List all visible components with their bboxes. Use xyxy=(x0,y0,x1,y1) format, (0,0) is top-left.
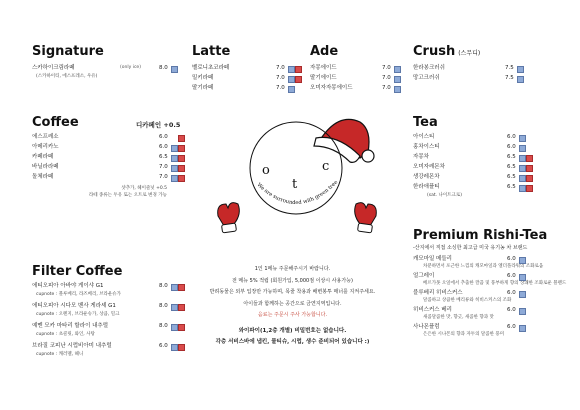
menu-item-price: 6.5 xyxy=(507,174,516,180)
menu-item xyxy=(32,162,192,172)
menu-item xyxy=(413,63,523,73)
menu-item-name: 카페라떼 xyxy=(32,154,54,160)
menu-item-price: 6.0 xyxy=(507,144,516,150)
signature-section xyxy=(32,44,192,80)
signature-items xyxy=(32,63,192,80)
rishi-tea-subtitle: -산지에서 직접 소싱한 최고급 미국 유기농 차 브랜드 xyxy=(413,245,528,251)
hot-option-icon xyxy=(178,344,185,351)
emblem-caption xyxy=(210,100,339,206)
santa-hat-icon xyxy=(314,119,374,162)
coffee-title: Coffee xyxy=(32,115,79,130)
menu-item xyxy=(32,321,192,331)
hot-option-icon xyxy=(178,324,185,331)
menu-item-name: 브라질 코피난 시럽비아미 내추럴 xyxy=(32,343,112,349)
menu-item-name: 바닐라라떼 xyxy=(32,164,59,170)
menu-item-note: cupnote : 초콜릿, 와인, 사탕 xyxy=(36,332,95,337)
iced-option-icon xyxy=(519,291,526,298)
hot-option-icon xyxy=(178,165,185,172)
ade-section xyxy=(310,44,410,93)
iced-option-icon xyxy=(394,66,401,73)
menu-item xyxy=(310,63,410,73)
menu-item xyxy=(32,172,192,182)
menu-item xyxy=(413,152,543,162)
rishi-tea-title: Premium Rishi-Tea xyxy=(413,228,548,243)
menu-item-note: cupnote : 캐러멜, 헤니 xyxy=(36,352,84,357)
iced-option-icon xyxy=(519,185,526,192)
iced-option-icon xyxy=(288,76,295,83)
menu-item-price: 7.0 xyxy=(382,65,391,71)
crush-subtitle: (스무디) xyxy=(458,50,481,57)
menu-item-price: 6.0 xyxy=(507,307,516,313)
rishi-tea-section xyxy=(413,228,567,339)
iced-option-icon xyxy=(171,175,178,182)
emblem-caption-text: We are surrounded with green tree xyxy=(255,179,340,207)
iced-option-icon xyxy=(171,145,178,152)
menu-item xyxy=(413,132,543,142)
menu-item xyxy=(413,172,543,182)
menu-item-price: 6.0 xyxy=(507,290,516,296)
hot-option-icon xyxy=(295,66,302,73)
menu-item-name: 히비스커스 베리 xyxy=(413,307,452,313)
menu-item-price: 6.0 xyxy=(159,144,168,150)
iced-option-icon xyxy=(394,86,401,93)
menu-item-name: 홍차이스티 xyxy=(413,144,440,150)
menu-item-name: 스카하이크림라떼 xyxy=(32,65,75,71)
menu-item-price: 7.0 xyxy=(276,75,285,81)
iced-option-icon xyxy=(519,308,526,315)
tea-items xyxy=(413,132,543,199)
latte-section xyxy=(192,44,307,93)
hot-option-icon xyxy=(526,185,533,192)
coffee-note: 샷추가, 헤이즐넛 +0.5 xyxy=(121,186,167,191)
iced-option-icon xyxy=(519,257,526,264)
menu-item-price: 6.0 xyxy=(507,324,516,330)
hot-option-icon xyxy=(178,135,185,142)
notice-line: 음료는 주문시 주사 가능합니다. xyxy=(257,312,328,318)
crush-items xyxy=(413,63,523,83)
letter-t: t xyxy=(292,177,298,192)
menu-item-note: (sat. 나이트크로) xyxy=(427,193,462,198)
menu-item-name: 생강레몬차 xyxy=(413,174,440,180)
menu-item-name: 아이스티 xyxy=(413,134,435,140)
menu-item-note: 베르가못 오일에서 추출한 깔끔 및 풍부하게 향의 상쾌한 조화로운 블렌드 xyxy=(423,281,567,286)
right-mitten-icon xyxy=(355,203,377,233)
menu-item-price: 7.0 xyxy=(159,174,168,180)
menu-item xyxy=(413,322,553,332)
menu-item xyxy=(413,254,553,264)
notice-line: 각층 서비스바에 냅킨, 물티슈, 시럽, 생수 준비되어 있습니다 :) xyxy=(215,339,370,345)
hot-option-icon xyxy=(526,175,533,182)
menu-item-note: cupnote : 블루베리, 라즈베리, 브라운슈가 xyxy=(36,292,121,297)
coffee-notes xyxy=(32,185,192,199)
iced-option-icon xyxy=(288,86,295,93)
menu-item-name: 에스프레소 xyxy=(32,134,59,140)
menu-item-price: 6.0 xyxy=(159,134,168,140)
menu-item-name: 한라애플티 xyxy=(413,184,440,190)
menu-item-price: 8.0 xyxy=(159,323,168,329)
menu-item-name: 블루베리 히비스커스 xyxy=(413,290,463,296)
crush-title-text: Crush xyxy=(413,44,456,59)
menu-item-name: 캐모마일 메들리 xyxy=(413,256,452,262)
crush-section xyxy=(413,44,523,83)
hot-option-icon xyxy=(178,145,185,152)
menu-item-name: 에티오피아 아바야 게이샤 G1 xyxy=(32,283,104,289)
menu-item-name: 밀키라떼 xyxy=(192,75,214,81)
filter-coffee-section xyxy=(32,264,192,361)
menu-item xyxy=(413,182,543,192)
iced-option-icon xyxy=(519,155,526,162)
menu-item-name: 오미자레몬차 xyxy=(413,164,445,170)
iced-option-icon xyxy=(171,284,178,291)
iced-option-icon xyxy=(171,304,178,311)
notice-line: 전 메뉴 5% 적립 (회원가입, 5,000점 이상시 사용가능) xyxy=(232,277,353,284)
menu-item xyxy=(310,83,410,93)
coffee-section xyxy=(32,115,192,199)
menu-item xyxy=(32,132,192,142)
iced-option-icon xyxy=(517,76,524,83)
coffee-items xyxy=(32,132,192,182)
menu-item-note: 차분하면서 포근한 느낌의 캐모마일과 엘더플라워의 조화로움 xyxy=(423,264,544,269)
menu-item xyxy=(413,305,553,315)
menu-item xyxy=(413,73,523,83)
menu-item-price: 7.0 xyxy=(382,75,391,81)
iced-option-icon xyxy=(171,344,178,351)
iced-option-icon xyxy=(288,66,295,73)
menu-item-name: 한라봉크러쉬 xyxy=(413,65,445,71)
rishi-tea-items xyxy=(413,254,567,339)
menu-item-price: 8.0 xyxy=(159,283,168,289)
christmas-illustration xyxy=(210,100,380,250)
iced-option-icon xyxy=(519,274,526,281)
menu-item-name: 자몽에이드 xyxy=(310,65,337,71)
iced-option-icon xyxy=(519,175,526,182)
coffee-note: 라떼 종류는 두유 또는 오트로 변경 가능 xyxy=(88,193,167,198)
menu-item xyxy=(413,271,553,281)
menu-item-price: 8.0 xyxy=(159,65,168,71)
menu-item-name: 아메리카노 xyxy=(32,144,59,150)
menu-item xyxy=(32,281,192,291)
menu-item xyxy=(413,288,553,298)
menu-item xyxy=(32,63,192,73)
menu-item-note: 은은한 시나몬의 향과 자두의 달콤한 풍미 xyxy=(423,332,505,337)
menu-item-price: 6.0 xyxy=(507,273,516,279)
menu-item xyxy=(310,73,410,83)
left-mitten-icon xyxy=(218,203,240,233)
menu-item-price: 7.0 xyxy=(276,85,285,91)
crush-title xyxy=(413,44,523,59)
iced-option-icon xyxy=(171,66,178,73)
menu-item-price: 6.5 xyxy=(507,184,516,190)
filter-coffee-title: Filter Coffee xyxy=(32,264,123,279)
menu-item xyxy=(413,142,543,152)
menu-item-tag: (only ice) xyxy=(120,65,141,70)
menu-item-name: 딸기에이드 xyxy=(310,75,337,81)
tea-section xyxy=(413,115,543,199)
menu-item xyxy=(192,63,307,73)
ade-title: Ade xyxy=(310,44,339,59)
menu-item-price: 6.5 xyxy=(159,154,168,160)
menu-item-name: 예멘 모카 마타리 할라이 내추럴 xyxy=(32,323,109,329)
letter-c: c xyxy=(322,159,330,174)
iced-option-icon xyxy=(171,324,178,331)
iced-option-icon xyxy=(171,155,178,162)
hot-option-icon xyxy=(295,76,302,83)
menu-item-price: 6.5 xyxy=(507,154,516,160)
iced-option-icon xyxy=(519,135,526,142)
menu-item-note: (스카하이티, 에스프레소, 우유) xyxy=(36,74,98,79)
hot-option-icon xyxy=(178,304,185,311)
menu-item-name: 망고크러쉬 xyxy=(413,75,440,81)
menu-item-price: 7.0 xyxy=(276,65,285,71)
decaf-label: 디카페인 +0.5 xyxy=(136,121,181,129)
iced-option-icon xyxy=(519,165,526,172)
menu-item-price: 7.0 xyxy=(382,85,391,91)
menu-item-price: 6.0 xyxy=(507,134,516,140)
menu-item-price: 6.0 xyxy=(507,256,516,262)
notice-line: 1인 1메뉴 주문해주시기 바랍니다. xyxy=(254,266,331,272)
menu-item xyxy=(32,301,192,311)
latte-items xyxy=(192,63,307,93)
menu-item-price: 7.5 xyxy=(505,65,514,71)
iced-option-icon xyxy=(394,76,401,83)
menu-item-name: 벨로니초코라떼 xyxy=(192,65,230,71)
menu-item-name: 얼그레이 xyxy=(413,273,435,279)
menu-item-name: 사나몬플럼 xyxy=(413,324,440,330)
iced-option-icon xyxy=(171,165,178,172)
tea-title: Tea xyxy=(413,115,438,130)
menu-item xyxy=(32,142,192,152)
menu-item-price: 6.5 xyxy=(507,164,516,170)
menu-item xyxy=(192,73,307,83)
letter-o: o xyxy=(262,163,270,178)
hot-option-icon xyxy=(526,165,533,172)
menu-item-price: 7.5 xyxy=(505,75,514,81)
menu-item-note: 새콤달콤한 맛, 향긋, 새콤한 향과 맛 xyxy=(423,315,494,320)
menu-item xyxy=(32,341,192,351)
menu-item xyxy=(32,152,192,162)
menu-item-name: 오미자자몽에이드 xyxy=(310,85,353,91)
iced-option-icon xyxy=(517,66,524,73)
hot-option-icon xyxy=(178,175,185,182)
notice-line: 아이들과 함께하는 공간으로 금연지역입니다. xyxy=(243,300,342,307)
hot-option-icon xyxy=(178,155,185,162)
menu-item-price: 7.0 xyxy=(159,164,168,170)
menu-item-name: 돌체라떼 xyxy=(32,174,54,180)
hot-option-icon xyxy=(526,155,533,162)
iced-option-icon xyxy=(519,145,526,152)
hot-option-icon xyxy=(178,284,185,291)
menu-item-note: 달콤하고 상큼한 베리류와 히비스커스의 조화 xyxy=(423,298,512,303)
notice-line: 와이파이(1,2층 개별) 비밀번호는 없습니다. xyxy=(238,327,347,334)
notices xyxy=(200,264,385,349)
notice-line: 반려동물은 외부 입장만 가능하며, 목줄 착용과 배변봉투 매너를 지켜주세요. xyxy=(209,289,376,295)
menu-item-price: 8.0 xyxy=(159,303,168,309)
latte-title: Latte xyxy=(192,44,231,59)
menu-item xyxy=(413,162,543,172)
ade-items xyxy=(310,63,410,93)
signature-title: Signature xyxy=(32,44,104,59)
menu-item-name: 자몽차 xyxy=(413,154,429,160)
menu-item-note: cupnote : 오렌지, 브라운슈가, 상큼, 밀크 xyxy=(36,312,120,317)
menu-item-price: 6.0 xyxy=(159,343,168,349)
filter-coffee-items xyxy=(32,281,192,361)
iced-option-icon xyxy=(519,325,526,332)
menu-item-name: 딸기라떼 xyxy=(192,85,214,91)
menu-item-name: 에티오피아 시다모 벤사 게라셰 G1 xyxy=(32,303,116,309)
menu-item xyxy=(192,83,307,93)
